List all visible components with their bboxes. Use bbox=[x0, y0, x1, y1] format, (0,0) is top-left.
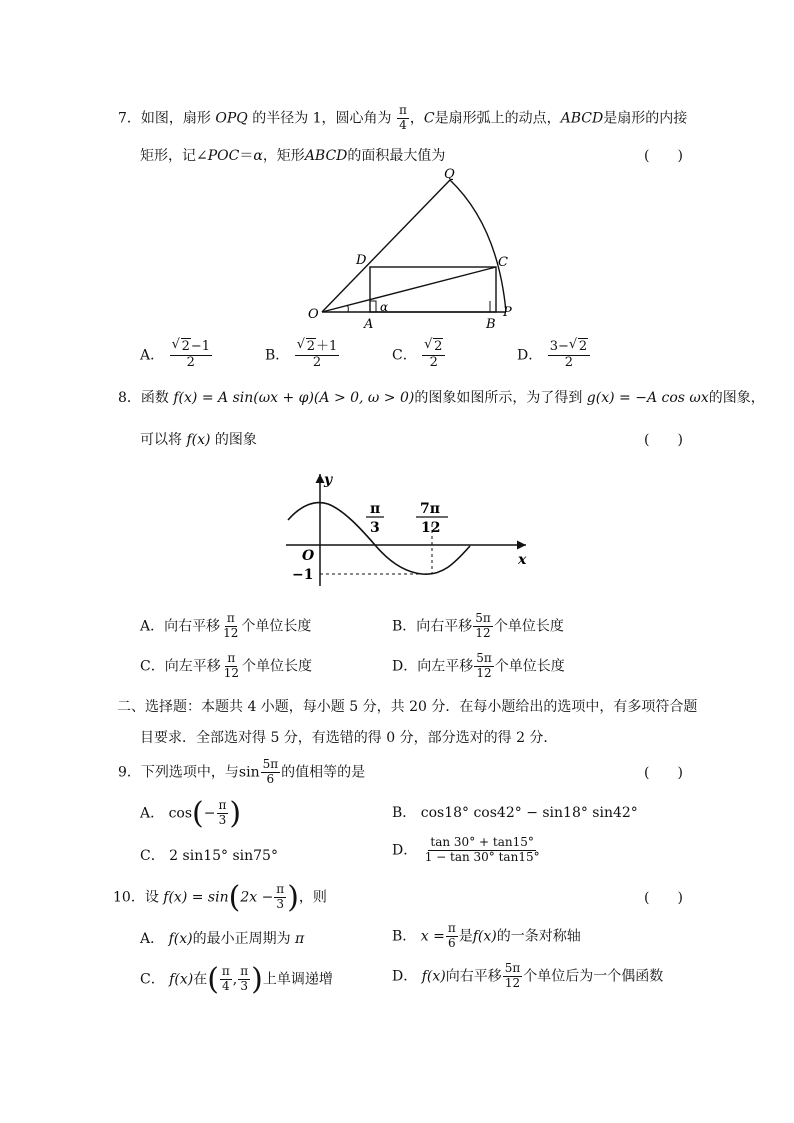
option-text: 是 bbox=[458, 928, 473, 945]
option-fraction bbox=[220, 965, 232, 994]
frac-num: tan 30° + tan15° bbox=[430, 835, 534, 849]
q7-option-b[interactable] bbox=[265, 340, 340, 371]
left-paren: ( bbox=[228, 880, 241, 915]
option-text: 的最小正周期为 bbox=[192, 931, 291, 947]
option-text: 个单位长度 bbox=[493, 618, 564, 635]
q7-angle-name: POC bbox=[207, 148, 240, 164]
q9-fraction bbox=[261, 758, 281, 787]
q8-minus-one-label: −1 bbox=[292, 567, 314, 583]
q8-function-graph bbox=[282, 468, 532, 590]
q8-tick-7pi12-den: 12 bbox=[421, 520, 441, 536]
option-text: 个单位长度 bbox=[494, 658, 565, 675]
q7-answer-paren: ( ) bbox=[644, 148, 683, 164]
frac-den: 12 bbox=[223, 625, 239, 640]
q8-origin-label: O bbox=[302, 548, 315, 564]
option-fraction bbox=[238, 965, 250, 994]
q10-answer-paren: ( ) bbox=[644, 890, 683, 906]
radicand: 2 bbox=[181, 339, 190, 354]
q8-tick-pi3-num: π bbox=[370, 501, 381, 517]
q9-option-d[interactable] bbox=[392, 836, 543, 865]
option-text: 向右平移 bbox=[445, 968, 502, 985]
q8-option-c[interactable] bbox=[140, 652, 312, 681]
q7-label-p: P bbox=[503, 305, 512, 320]
q7-label-c: C bbox=[498, 255, 508, 270]
option-text: 个单位长度 bbox=[241, 618, 312, 635]
q9-answer-paren: ( ) bbox=[644, 765, 683, 781]
right-paren: ) bbox=[229, 796, 242, 831]
q7-option-c[interactable] bbox=[392, 340, 446, 371]
q7-number: 7． bbox=[118, 110, 141, 127]
option-letter: A． bbox=[140, 931, 165, 947]
option-text: 向右平移 bbox=[416, 618, 473, 635]
frac-num: 5π bbox=[262, 757, 279, 771]
q8-x-label: x bbox=[518, 552, 527, 568]
q8-answer-paren: ( ) bbox=[644, 432, 683, 448]
frac-num: π bbox=[399, 103, 407, 117]
q7-option-a[interactable] bbox=[140, 340, 213, 371]
q10-option-a[interactable] bbox=[140, 928, 304, 948]
q8-text: 的图象 bbox=[214, 432, 257, 448]
q10-option-b[interactable] bbox=[392, 922, 581, 951]
q10-text: 设 bbox=[144, 889, 159, 906]
q8-tick-pi3-den: 3 bbox=[370, 520, 380, 536]
option-fraction bbox=[473, 612, 493, 641]
option-fx: f(x) bbox=[421, 968, 446, 985]
section2-instructions-line1: 二、选择题：本题共 4 小题，每小题 5 分，共 20 分．在每小题给出的选项中，有多项符合题 bbox=[117, 699, 698, 715]
option-fx: f(x) bbox=[472, 928, 497, 945]
q7-rect-name: ABCD bbox=[304, 148, 348, 164]
q10-fraction bbox=[274, 883, 286, 912]
radicand: 2 bbox=[306, 339, 316, 354]
option-fraction bbox=[217, 799, 229, 828]
q10-inner: 2x − bbox=[240, 889, 274, 906]
q8-text: 的图象如图所示，为了得到 bbox=[414, 390, 583, 406]
option-letter: C． bbox=[140, 658, 165, 675]
q7-label-d: D bbox=[356, 253, 367, 268]
frac-den: 6 bbox=[266, 771, 275, 786]
option-letter: D． bbox=[392, 968, 418, 985]
q7-text: 是扇形弧上的动点， bbox=[434, 110, 561, 127]
frac-den: 2 bbox=[429, 354, 438, 370]
q7-right-angle-a bbox=[370, 301, 376, 312]
section2-instructions-line2: 目要求．全部选对得 5 分，有选错的得 0 分，部分选对的得 2 分． bbox=[140, 730, 558, 746]
option-fraction bbox=[221, 612, 240, 641]
q10-stem bbox=[113, 880, 327, 915]
q8-y-label: y bbox=[324, 472, 333, 488]
q10-text: ，则 bbox=[298, 889, 327, 906]
q9-sin: sin bbox=[238, 764, 260, 781]
q8-f-expression: f(x) = A sin(ωx + φ)(A > 0, ω > 0) bbox=[173, 390, 415, 406]
q10-number: 10． bbox=[113, 889, 145, 906]
option-fraction bbox=[295, 340, 340, 371]
q7-text: ， bbox=[409, 110, 424, 127]
q7-radius-oq bbox=[322, 180, 450, 312]
q8-number: 8． bbox=[118, 390, 141, 406]
frac-num: 5π bbox=[504, 961, 521, 975]
option-text: 上单调递增 bbox=[262, 971, 333, 988]
q7-rect-name: ABCD bbox=[560, 110, 604, 127]
option-fraction bbox=[423, 836, 542, 865]
option-fraction bbox=[170, 340, 212, 371]
q8-text: 的图象， bbox=[708, 390, 765, 406]
frac-num: π bbox=[276, 882, 285, 897]
frac-num: π bbox=[221, 964, 230, 979]
q7-text: ，矩形 bbox=[262, 148, 305, 164]
q7-label-o: O bbox=[308, 307, 319, 322]
frac-den: 1 − tan 30° tan15° bbox=[424, 849, 540, 864]
q7-text: ＝ bbox=[239, 148, 254, 164]
q8-text: 函数 bbox=[140, 390, 169, 406]
left-paren: ( bbox=[192, 796, 204, 831]
option-fraction bbox=[422, 340, 445, 371]
option-fx: f(x) bbox=[169, 971, 194, 988]
frac-num: 5π bbox=[475, 611, 491, 625]
sqrt-sign bbox=[569, 340, 588, 355]
option-pi: π bbox=[295, 931, 305, 947]
sqrt-sign bbox=[424, 340, 443, 355]
q7-sector-figure bbox=[300, 166, 520, 336]
radicand: 2 bbox=[578, 339, 588, 354]
option-text: 个单位后为一个偶函数 bbox=[523, 968, 664, 985]
option-text: 个单位长度 bbox=[242, 658, 312, 675]
q10-fx: f(x) = sin bbox=[163, 889, 229, 906]
q9-option-c[interactable] bbox=[140, 845, 278, 865]
option-text: 的一条对称轴 bbox=[496, 928, 581, 945]
frac-num: π bbox=[218, 798, 227, 813]
q8-text: 可以将 bbox=[140, 432, 182, 448]
q9-stem bbox=[118, 758, 365, 787]
frac-num bbox=[422, 340, 445, 356]
frac-den: 2 bbox=[186, 354, 195, 370]
option-letter: B． bbox=[392, 618, 417, 635]
option-letter: C． bbox=[140, 848, 165, 864]
frac-num: 5π bbox=[476, 651, 492, 665]
frac-num bbox=[295, 340, 340, 356]
frac-den: 4 bbox=[222, 979, 230, 993]
q9-text: 的值相等的是 bbox=[281, 764, 366, 781]
frac-den: 12 bbox=[223, 665, 239, 680]
frac-num: π bbox=[447, 921, 456, 935]
q8-option-d[interactable] bbox=[392, 652, 565, 681]
q8-option-a[interactable] bbox=[140, 612, 311, 641]
q7-text: 矩形，记∠ bbox=[140, 148, 208, 164]
frac-den: 3 bbox=[240, 979, 249, 993]
option-fraction bbox=[222, 652, 241, 681]
frac-den: 6 bbox=[447, 935, 456, 950]
q9-number: 9． bbox=[118, 764, 141, 781]
option-text: 在 bbox=[193, 971, 208, 988]
frac-den: 12 bbox=[504, 975, 521, 990]
option-fraction bbox=[503, 962, 523, 991]
q7-arc-pq bbox=[450, 180, 506, 312]
q7-text: 的面积最大值为 bbox=[347, 148, 446, 164]
option-text: 2 sin15° sin75° bbox=[169, 848, 278, 864]
q8-option-b[interactable] bbox=[392, 612, 564, 641]
option-neg: − bbox=[203, 805, 216, 822]
frac-den: 12 bbox=[475, 625, 491, 640]
option-cos: cos bbox=[168, 805, 193, 822]
frac-num: π bbox=[227, 651, 236, 665]
radicand: 2 bbox=[434, 339, 443, 354]
frac-den: 2 bbox=[312, 354, 322, 370]
frac-den: 4 bbox=[399, 117, 407, 132]
q7-rectangle-abcd bbox=[370, 267, 496, 312]
option-letter: B． bbox=[265, 347, 290, 364]
option-letter: A． bbox=[140, 618, 165, 635]
option-text: 向右平移 bbox=[164, 618, 221, 635]
q7-sector-name: OPQ bbox=[215, 110, 248, 127]
q7-angle-fraction bbox=[397, 104, 409, 133]
q8-g-expression: g(x) = −A cos ωx bbox=[586, 390, 709, 406]
frac-den: 12 bbox=[476, 665, 492, 680]
option-letter: B． bbox=[392, 928, 417, 945]
q7-point-c: C bbox=[423, 110, 435, 127]
q7-text: 是扇形的内接 bbox=[603, 110, 688, 127]
option-fraction bbox=[446, 922, 458, 951]
q7-option-d[interactable] bbox=[517, 340, 591, 371]
frac-den: 3 bbox=[276, 897, 285, 911]
option-letter: A． bbox=[140, 347, 165, 364]
frac-num bbox=[548, 340, 590, 356]
option-letter: D． bbox=[392, 658, 418, 675]
q7-text: 如图，扇形 bbox=[140, 110, 211, 127]
q7-label-b: B bbox=[486, 317, 496, 332]
q7-alpha-arc bbox=[347, 305, 348, 312]
option-letter: B． bbox=[392, 805, 417, 821]
frac-num: π bbox=[240, 964, 249, 979]
right-paren: ) bbox=[287, 880, 299, 915]
option-text: cos18° cos42° − sin18° sin42° bbox=[420, 805, 638, 821]
num-suffix: −1 bbox=[190, 339, 211, 354]
frac-num bbox=[170, 340, 212, 356]
q8-line2 bbox=[140, 429, 257, 449]
q10-option-c[interactable]: C． f(x)在( $\frac{\pi}{4}$ , $\frac{\pi}{3}$ )上单调递增 bbox=[140, 962, 333, 997]
sqrt-sign bbox=[297, 340, 316, 355]
q7-segment-oc bbox=[322, 267, 496, 312]
left-paren: ( bbox=[207, 962, 219, 997]
option-text: 向左平移 bbox=[417, 658, 474, 675]
q7-label-a: A bbox=[364, 317, 374, 332]
q8-fx: f(x) bbox=[186, 432, 211, 448]
q7-line2 bbox=[140, 145, 445, 165]
option-text: 向左平移 bbox=[164, 658, 221, 675]
sqrt-sign bbox=[172, 340, 191, 355]
option-fx: f(x) bbox=[168, 931, 193, 947]
option-letter: D． bbox=[517, 347, 543, 364]
option-letter: D． bbox=[392, 842, 418, 859]
q7-text: 的半径为 1，圆心角为 bbox=[252, 110, 392, 127]
option-fraction bbox=[548, 340, 590, 371]
q8-tick-7pi12-num: 7π bbox=[420, 501, 440, 517]
option-letter: C． bbox=[392, 347, 417, 364]
num-suffix: ＋1 bbox=[316, 339, 338, 354]
option-fraction bbox=[474, 652, 494, 681]
num-prefix: 3− bbox=[549, 339, 569, 354]
frac-den: 2 bbox=[564, 354, 574, 370]
frac-den: 3 bbox=[218, 813, 227, 827]
right-paren: ) bbox=[251, 962, 263, 997]
q9-option-a[interactable] bbox=[140, 796, 241, 831]
option-letter: C． bbox=[140, 971, 165, 988]
option-letter: A． bbox=[140, 805, 165, 822]
q7-alpha: α bbox=[253, 148, 263, 164]
q9-text: 下列选项中，与 bbox=[140, 764, 239, 781]
q10-option-d[interactable] bbox=[392, 962, 663, 991]
q7-line1 bbox=[118, 104, 687, 133]
q9-option-b[interactable] bbox=[392, 802, 638, 822]
frac-num: π bbox=[226, 611, 235, 625]
q7-label-q: Q bbox=[444, 167, 455, 182]
q7-label-alpha: α bbox=[380, 300, 389, 314]
q8-line1 bbox=[118, 387, 765, 407]
option-x: x = bbox=[420, 928, 445, 945]
